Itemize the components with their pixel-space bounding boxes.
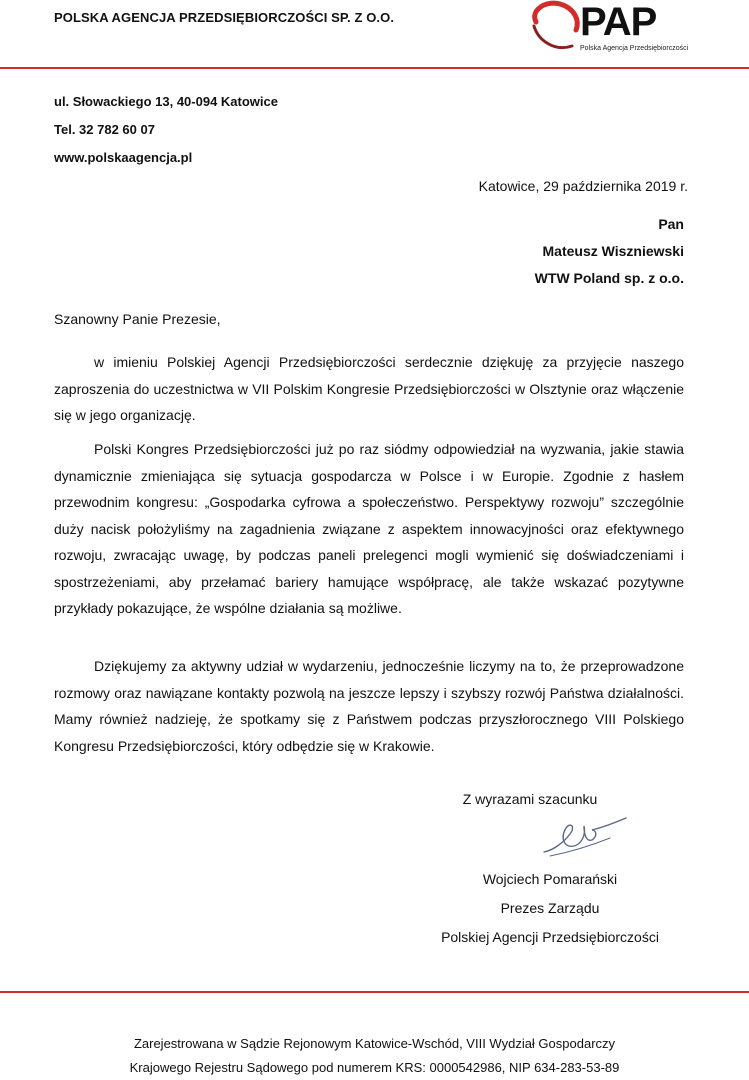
company-name: POLSKA AGENCJA PRZEDSIĘBIORCZOŚCI SP. Z O.O. [54,10,395,25]
salutation: Szanowny Panie Prezesie, [54,311,221,327]
pap-logo-mark-icon [528,0,588,58]
paragraph-text: Dziękujemy za aktywny udział w wydarzeniu, jednocześnie liczymy na to, że przeprowadzone rozmowy oraz nawiązane kontakty pozwolą na jeszcze lepszy i szybszy rozwój Państwa działalności. Mamy również nadzieję, że spotkamy się z Państwem podczas przyszłorocznego VIII Polskiego Kongresu Przedsiębiorczości, który odbędzie się w Krakowie. [54,658,684,754]
paragraph-text: w imieniu Polskiej Agencji Przedsiębiorczości serdecznie dziękuję za przyjęcie naszego zaproszenia do uczestnictwa w VII Polskim Kongresie Przedsiębiorczości w Olsztynie oraz włączenie się w jego organizację. [54,354,684,423]
closing-regards: Z wyrazami szacunku [462,791,598,807]
footer-divider [0,991,749,993]
footer-registration-line-1: Zarejestrowana w Sądzie Rejonowym Katowice-Wschód, VIII Wydział Gospodarczy [133,1036,616,1051]
header-divider [0,67,749,69]
address-street: ul. Słowackiego 13, 40-094 Katowice [54,94,278,109]
logo-subtitle: Polska Agencja Przedsiębiorczości [580,45,689,52]
footer-registration-line-2: Krajowego Rejestru Sądowego pod numerem KRS: 0000542986, NIP 634-283-53-89 [129,1060,620,1075]
address-website: www.polskaagencja.pl [54,150,193,165]
letter-paragraph-1 [54,349,684,429]
recipient-title: Pan [658,216,684,232]
recipient-name: Mateusz Wiszniewski [542,243,684,259]
letter-paragraph-3 [54,653,684,759]
pap-logo [528,0,688,58]
signer-name: Wojciech Pomarański [482,871,618,887]
address-phone: Tel. 32 782 60 07 [54,122,155,137]
recipient-company: WTW Poland sp. z o.o. [534,270,684,286]
paragraph-text: Polski Kongres Przedsiębiorczości już po raz siódmy odpowiedział na wyzwania, jakie stawia dynamicznie zmieniająca się sytuacja gospodarcza w Polsce i w Europie. Zgodnie z hasłem przewodnim kongresu: „Gospodarka cyfrowa a społeczeństwo. Perspektywy rozwoju” szczególnie duży nacisk położyliśmy na zagadnienia związane z aspektem innowacyjności oraz efektywnego rozwoju, zwracając uwagę, by podczas paneli prelegenci mogli wymienić się doświadczeniami i spostrzeżeniami, aby przełamać bariery hamujące współpracę, ale także wskazać pozytywne przykłady pokazujące, że wspólne działania są możliwe. [54,441,684,616]
letter-paragraph-2 [54,436,684,622]
signer-organization: Polskiej Agencji Przedsiębiorczości [441,929,659,945]
handwritten-signature-icon [540,812,630,860]
logo-text: PAP [580,0,657,44]
letter-date: Katowice, 29 października 2019 r. [478,178,688,194]
signer-title: Prezes Zarządu [500,900,600,916]
